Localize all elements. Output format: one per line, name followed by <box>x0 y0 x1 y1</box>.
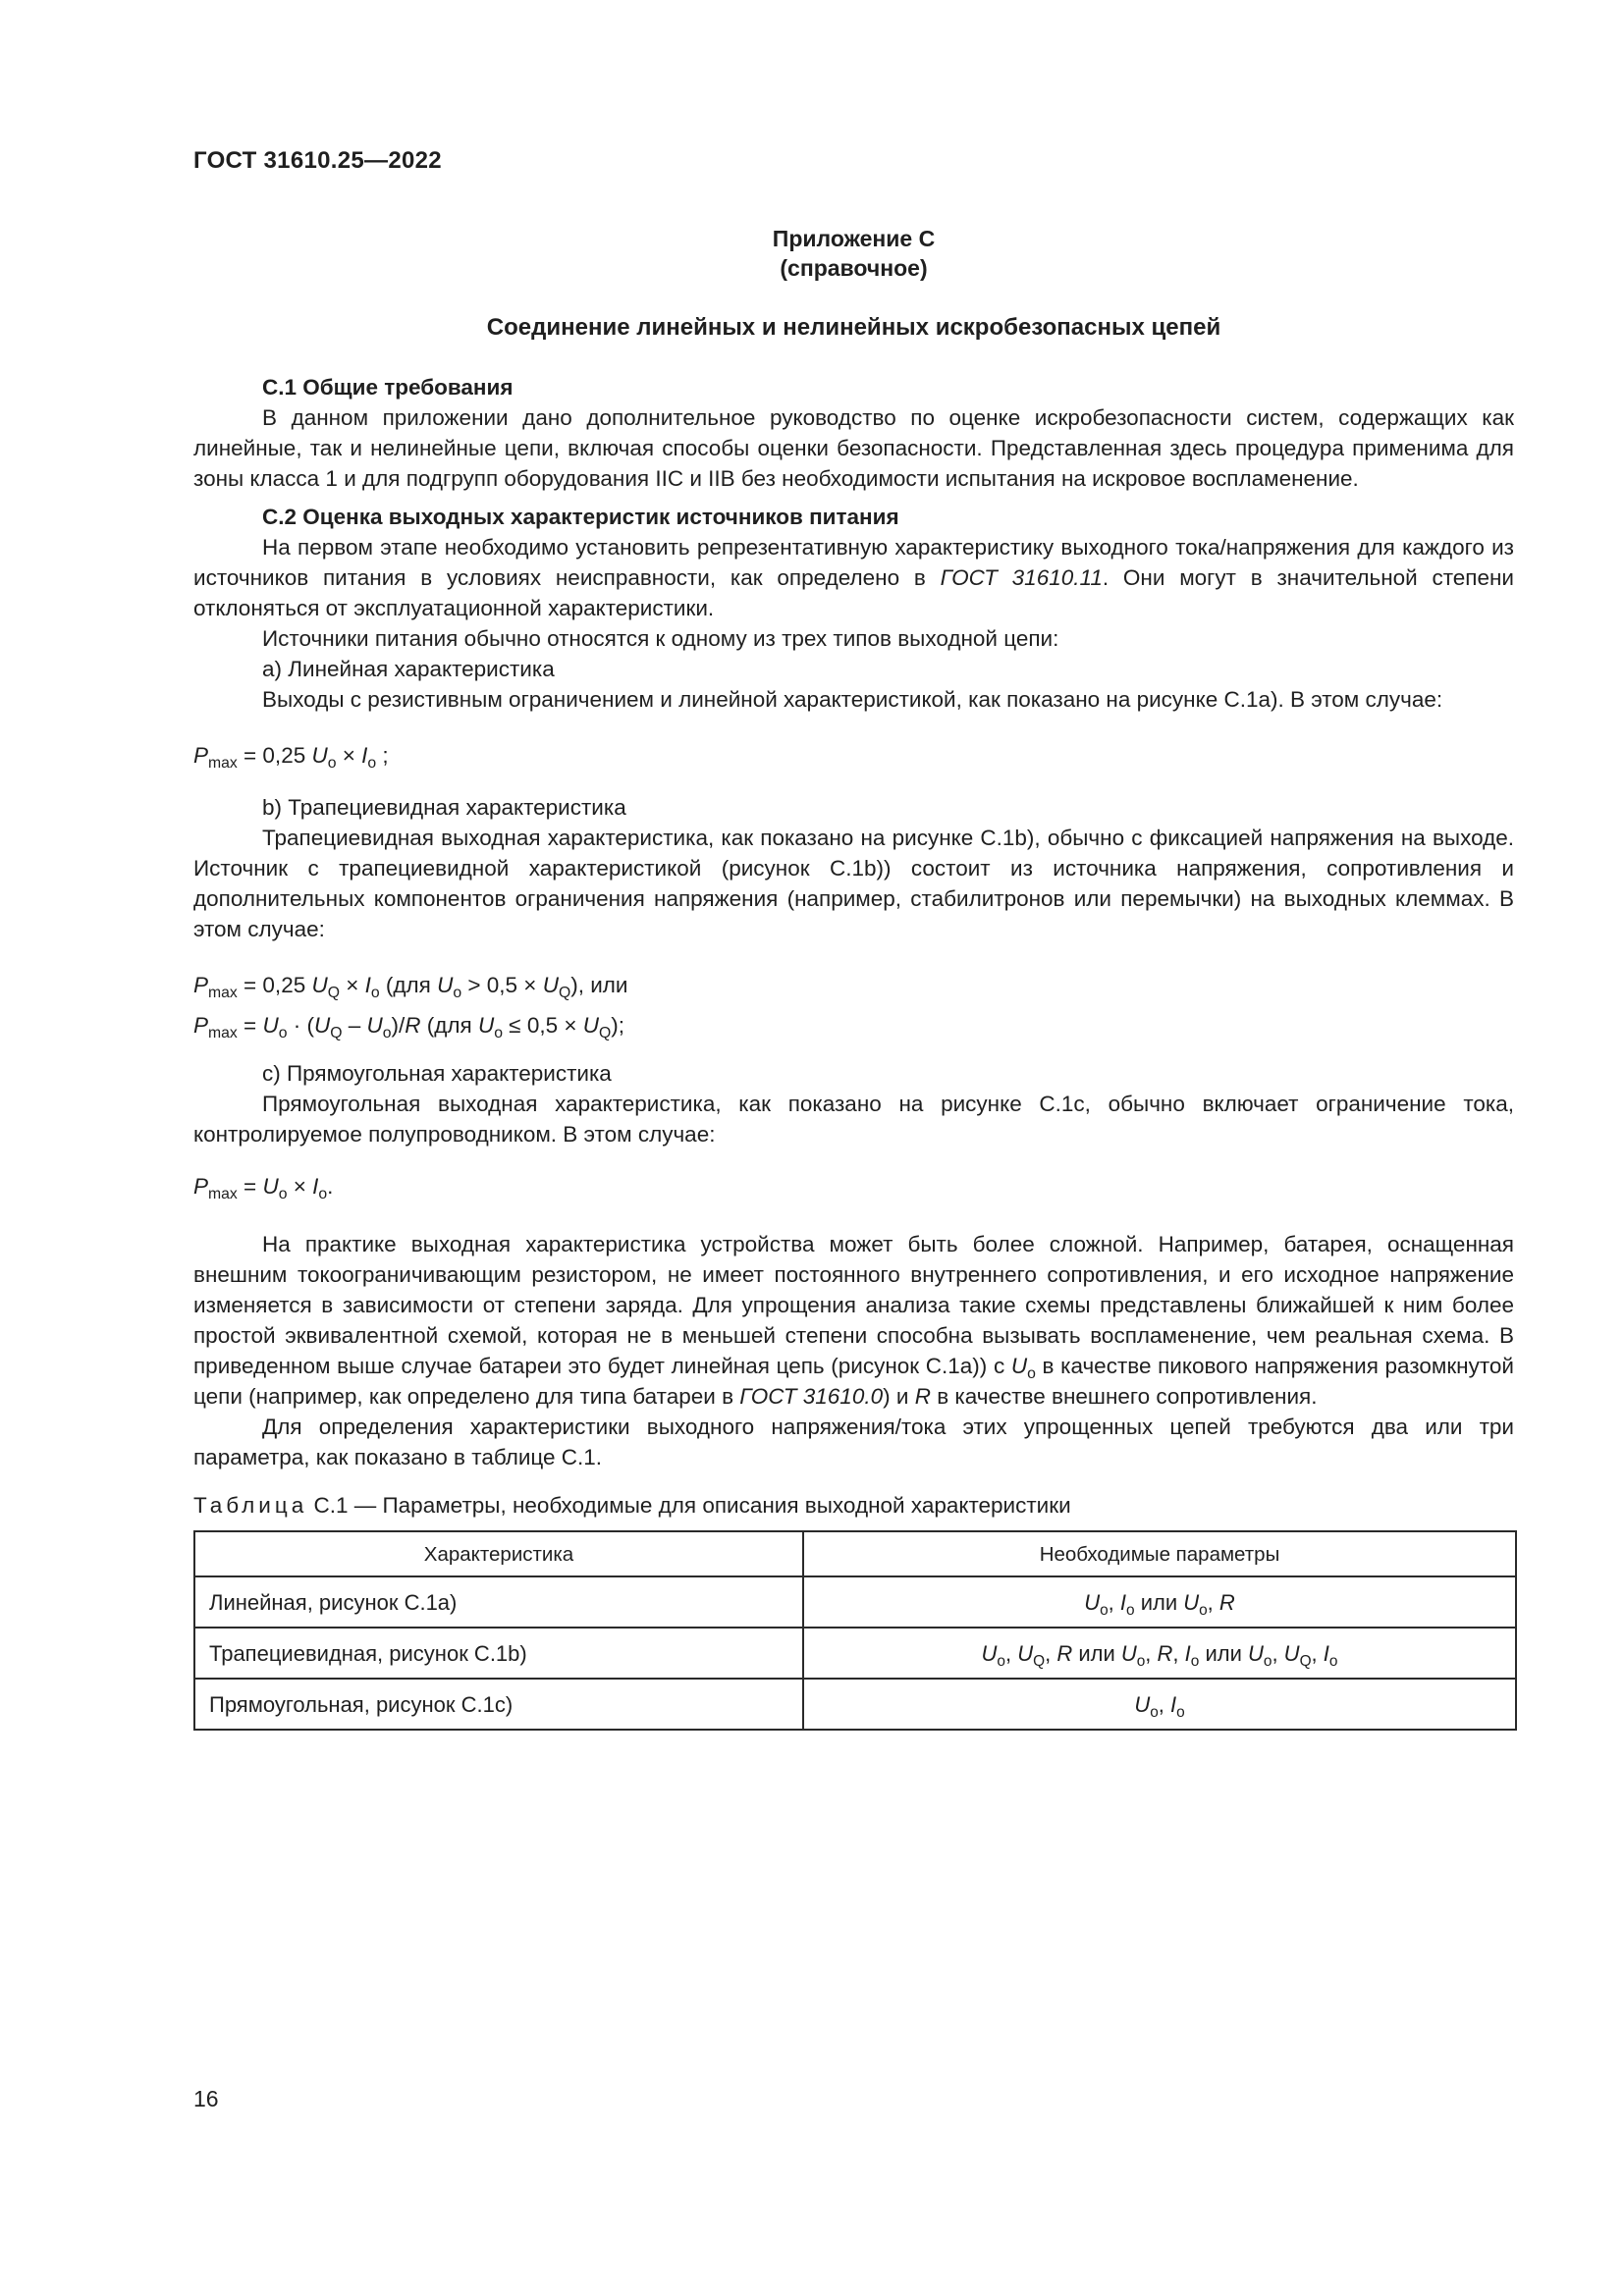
table-row <box>194 1628 1516 1679</box>
formula-rectangular: $P_{max} = U_o \times I_o$. <box>193 1174 334 1202</box>
table-header-parameters: Необходимые параметры <box>803 1531 1516 1576</box>
formula-linear: $P_{max} = 0,25$ $U_o \times I_o$ ; <box>193 743 389 772</box>
item-b-text: Трапециевидная выходная характеристика, как показано на рисунке С.1b), обычно с фиксацией напряжения на выходе. Источник с трапециевидной характеристикой (рисунок С.1b)) состоит из источника напряжения, сопротивления и дополнительных компонентов ограничения напряжения (например, стабилитронов или перемычки) на выходных клеммах. В этом случае: <box>193 826 1514 941</box>
formula-trapezoid-2: $P_{max} = U_o \cdot (U_Q - U_o)/R$ (для $U_o \le 0,5 \times U_Q$); <box>193 1013 625 1041</box>
table-header-row <box>194 1531 1516 1576</box>
table-cell-name: Прямоугольная, рисунок С.1с) <box>194 1679 803 1730</box>
item-c-text: Прямоугольная выходная характеристика, как показано на рисунке С.1с, обычно включает ограничение тока, контролируемое полупроводником. В этом случае: <box>193 1092 1514 1147</box>
table-cell-name: Линейная, рисунок С.1а) <box>194 1576 803 1628</box>
item-a-label: а) Линейная характеристика <box>262 657 555 681</box>
page-number: 16 <box>193 2086 219 2111</box>
section-c2-paragraph-1: На первом этапе необходимо установить репрезентативную характеристику выходного тока/напряжения для каждого из источников питания в условиях неисправности, как определено в ГОСТ 31610.11. Они могут в значительной степени отклоняться от эксплуатационной характеристики. <box>193 535 1514 620</box>
section-c1-heading: С.1 Общие требования <box>262 375 514 400</box>
table-header-characteristic: Характеристика <box>194 1531 803 1576</box>
table-caption: Таблица С.1 — Параметры, необходимые для описания выходной характеристики <box>193 1493 1071 1518</box>
section-c2-paragraph-2: Источники питания обычно относятся к одному из трех типов выходной цепи: <box>262 626 1059 651</box>
appendix-title: Приложение С <box>772 226 936 251</box>
table-cell-params: $U_o$, $I_o$ <box>803 1679 1516 1730</box>
item-c-label: с) Прямоугольная характеристика <box>262 1061 612 1086</box>
appendix-subtitle: (справочное) <box>780 255 928 281</box>
table-cell-params: $U_o$, $U_Q$, R или $U_o$, R, $I_o$ или $U_o$, $U_Q$, $I_o$ <box>803 1628 1516 1679</box>
table-row <box>194 1576 1516 1628</box>
document-code: ГОСТ 31610.25—2022 <box>193 147 442 174</box>
table-cell-name: Трапециевидная, рисунок С.1b) <box>194 1628 803 1679</box>
main-title: Соединение линейных и нелинейных искробезопасных цепей <box>486 314 1221 341</box>
page-content <box>193 224 1514 1731</box>
section-c2-heading: С.2 Оценка выходных характеристик источников питания <box>262 505 899 529</box>
table-cell-params: $U_o$, $I_o$ или $U_o$, R <box>803 1576 1516 1628</box>
parameters-table <box>193 1530 1517 1731</box>
table-row <box>194 1679 1516 1730</box>
formula-trapezoid-1: $P_{max} = 0,25$ $U_Q \times I_o$ (для $U_o > 0,5 \times U_Q$), или <box>193 973 628 1001</box>
item-a-text: Выходы с резистивным ограничением и линейной характеристикой, как показано на рисунке С.1а). В этом случае: <box>262 687 1443 712</box>
section-c2-paragraph-4: Для определения характеристики выходного напряжения/тока этих упрощенных цепей требуются два или три параметра, как показано в таблице С.1. <box>193 1415 1514 1469</box>
item-b-label: b) Трапециевидная характеристика <box>262 795 626 820</box>
section-c1-paragraph: В данном приложении дано дополнительное руководство по оценке искробезопасности систем, содержащих как линейные, так и нелинейные цепи, включая способы оценки безопасности. Представленная здесь процедура применима для зоны класса 1 и для подгрупп оборудования IIC и IIB без необходимости испытания на искровое воспламенение. <box>193 405 1514 491</box>
section-c2-paragraph-3: На практике выходная характеристика устройства может быть более сложной. Например, батарея, оснащенная внешним токоограничивающим резистором, не имеет постоянного внутреннего сопротивления, и его исходное напряжение изменяется в зависимости от степени заряда. Для упрощения анализа такие схемы представлены ближайшей к ним более простой эквивалентной схемой, которая не в меньшей степени способна вызывать воспламенение, чем реальная схема. В приведенном выше случае батареи это будет линейная цепь (рисунок С.1а)) с $U_o$ в качестве пикового напряжения разомкнутой цепи (например, как определено для типа батареи в ГОСТ 31610.0) и R в качестве внешнего сопротивления. <box>193 1232 1514 1409</box>
